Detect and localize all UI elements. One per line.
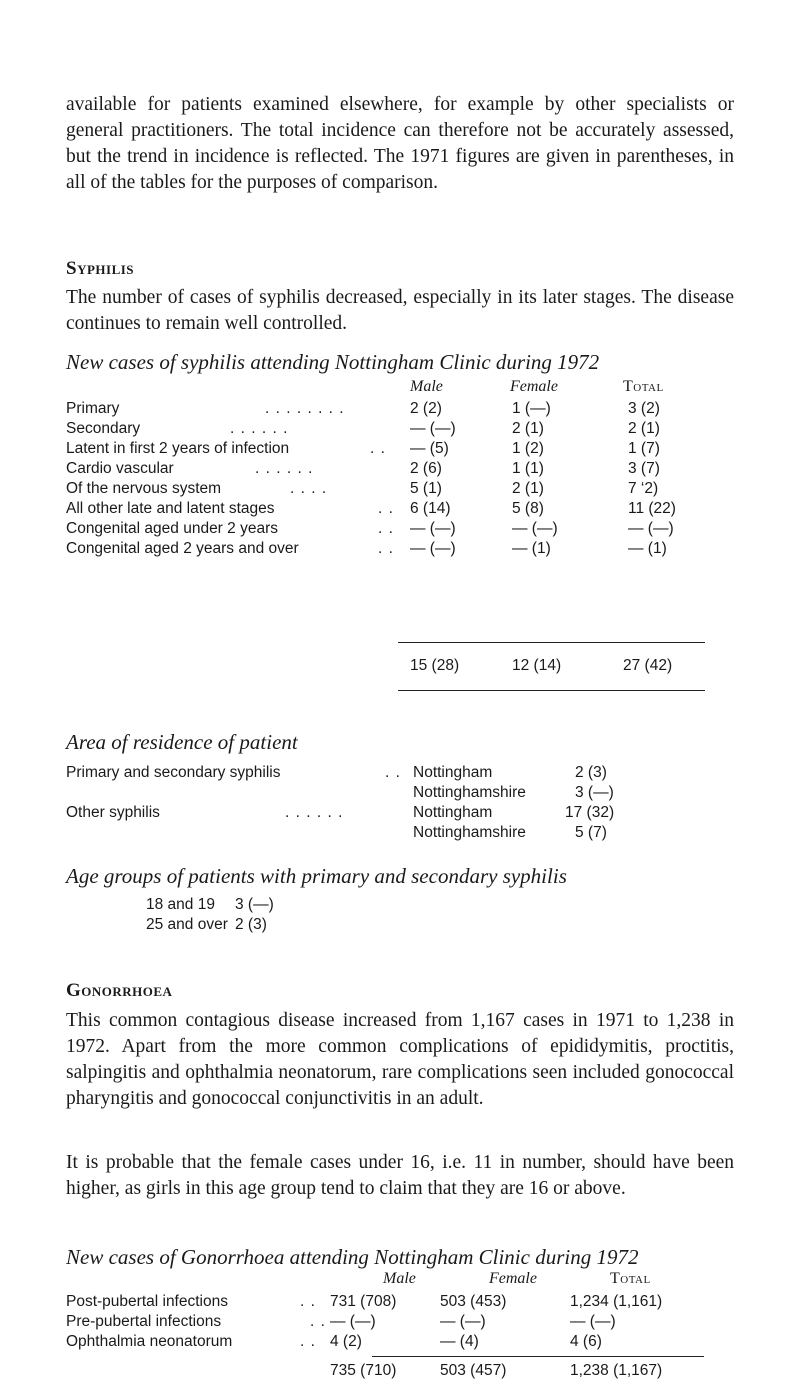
cell-total: 2 (1)	[628, 420, 660, 437]
total-male: 735 (710)	[330, 1362, 397, 1379]
cell-total: 3 (2)	[628, 400, 660, 417]
table-rule	[372, 1356, 704, 1357]
gonorrhoea-paragraph-1: This common contagious disease increased from 1,167 cases in 1971 to 1,238 in 1972. Apart from the more common complications of epididymitis, proctitis, salpingitis and ophthalmia neonatorum, rare complications seen included gonococcal pharyngitis and gonococcal conjunctivitis in an adult.	[66, 1010, 734, 1109]
cell-male: — (—)	[410, 540, 456, 557]
total-male: 15 (28)	[410, 657, 460, 674]
table-row-label: Primary	[66, 400, 120, 417]
dot-leader: . .	[378, 500, 394, 517]
cell-female: 503 (453)	[440, 1293, 507, 1310]
cell-male: 2 (6)	[410, 460, 442, 477]
dot-leader: . . . .	[290, 480, 328, 497]
cell-total: — (—)	[628, 520, 674, 537]
residence-value: 3 (—)	[575, 784, 614, 801]
cell-total: — (—)	[570, 1313, 616, 1330]
cell-male: 5 (1)	[410, 480, 442, 497]
dot-leader: . .	[310, 1313, 326, 1330]
cell-total: 1,234 (1,161)	[570, 1293, 663, 1310]
table-row-label: Congenital aged 2 years and over	[66, 540, 299, 557]
table-rule	[398, 642, 705, 643]
table-row-label: All other late and latent stages	[66, 500, 275, 517]
age-groups-title: Age groups of patients with primary and secondary syphilis	[66, 864, 567, 888]
residence-place: Nottinghamshire	[413, 824, 526, 841]
cell-male: 4 (2)	[330, 1333, 362, 1350]
age-group-label: 18 and 19	[146, 896, 215, 913]
column-header-male: Male	[383, 1270, 416, 1287]
cell-female: 2 (1)	[512, 480, 544, 497]
syphilis-paragraph: The number of cases of syphilis decreased, especially in its later stages. The disease continues to remain well controlled.	[66, 287, 734, 334]
cell-total: 3 (7)	[628, 460, 660, 477]
intro-paragraph: available for patients examined elsewhere, for example by other specialists or general practitioners. The total incidence can therefore not be accurately assessed, but the trend in incidence is reflected. The 1971 figures are given in parentheses, in all of the tables for the purposes of comparison.	[66, 94, 734, 193]
cell-female: — (4)	[440, 1333, 479, 1350]
gonorrhoea-table-title: New cases of Gonorrhoea attending Nottingham Clinic during 1972	[66, 1245, 639, 1269]
cell-male: 731 (708)	[330, 1293, 397, 1310]
gonorrhoea-paragraph-2: It is probable that the female cases under 16, i.e. 11 in number, should have been higher, as girls in this age group tend to claim that they are 16 or above.	[66, 1152, 734, 1199]
residence-value: 5 (7)	[575, 824, 607, 841]
cell-total: 11 (22)	[628, 500, 676, 517]
age-group-value: 2 (3)	[235, 916, 267, 933]
column-header-female: Female	[510, 378, 558, 395]
dot-leader: . .	[300, 1333, 316, 1350]
cell-total: 7 ‘2)	[628, 480, 659, 497]
cell-female: — (—)	[440, 1313, 486, 1330]
total-female: 12 (14)	[512, 657, 562, 674]
table-row-label: Congenital aged under 2 years	[66, 520, 278, 537]
residence-place: Nottingham	[413, 764, 493, 781]
cell-male: — (—)	[410, 520, 456, 537]
syphilis-heading: Syphilis	[66, 258, 135, 279]
column-header-total: Total	[623, 378, 664, 395]
table-row-label: Ophthalmia neonatorum	[66, 1333, 233, 1350]
dot-leader: . .	[378, 540, 394, 557]
cell-male: — (5)	[410, 440, 449, 457]
residence-place: Nottingham	[413, 804, 493, 821]
residence-group-label: Primary and secondary syphilis	[66, 764, 281, 781]
table-row-label: Cardio vascular	[66, 460, 174, 477]
column-header-total: Total	[610, 1270, 651, 1287]
cell-female: 2 (1)	[512, 420, 544, 437]
column-header-male: Male	[410, 378, 443, 395]
age-group-label: 25 and over	[146, 916, 228, 933]
cell-total: 4 (6)	[570, 1333, 602, 1350]
residence-place: Nottinghamshire	[413, 784, 526, 801]
dot-leader: . . . . . .	[255, 460, 314, 477]
cell-female: — (1)	[512, 540, 551, 557]
residence-value: 2 (3)	[575, 764, 607, 781]
dot-leader: . . . . . .	[230, 420, 289, 437]
cell-male: 6 (14)	[410, 500, 451, 517]
column-header-female: Female	[489, 1270, 537, 1287]
total-total: 1,238 (1,167)	[570, 1362, 663, 1379]
cell-female: 1 (2)	[512, 440, 544, 457]
dot-leader: . .	[385, 764, 401, 781]
residence-value: 17 (32)	[565, 804, 615, 821]
table-rule	[398, 690, 705, 691]
cell-total: — (1)	[628, 540, 667, 557]
cell-male: 2 (2)	[410, 400, 442, 417]
dot-leader: . . . . . .	[285, 804, 344, 821]
total-female: 503 (457)	[440, 1362, 507, 1379]
dot-leader: . .	[378, 520, 394, 537]
table-row-label: Pre-pubertal infections	[66, 1313, 222, 1330]
dot-leader: . .	[370, 440, 386, 457]
cell-total: 1 (7)	[628, 440, 660, 457]
gonorrhoea-heading: Gonorrhoea	[66, 980, 173, 1001]
cell-male: — (—)	[410, 420, 456, 437]
cell-male: — (—)	[330, 1313, 376, 1330]
residence-group-label: Other syphilis	[66, 804, 160, 821]
cell-female: 5 (8)	[512, 500, 544, 517]
total-total: 27 (42)	[623, 657, 673, 674]
age-group-value: 3 (—)	[235, 896, 274, 913]
table-row-label: Secondary	[66, 420, 141, 437]
cell-female: 1 (—)	[512, 400, 551, 417]
table-row-label: Latent in first 2 years of infection	[66, 440, 290, 457]
cell-female: — (—)	[512, 520, 558, 537]
dot-leader: . .	[300, 1293, 316, 1310]
syphilis-table-title: New cases of syphilis attending Nottingham Clinic during 1972	[66, 350, 600, 374]
table-row-label: Post-pubertal infections	[66, 1293, 228, 1310]
table-row-label: Of the nervous system	[66, 480, 222, 497]
dot-leader: . . . . . . . .	[265, 400, 345, 417]
residence-title: Area of residence of patient	[66, 730, 298, 754]
cell-female: 1 (1)	[512, 460, 544, 477]
